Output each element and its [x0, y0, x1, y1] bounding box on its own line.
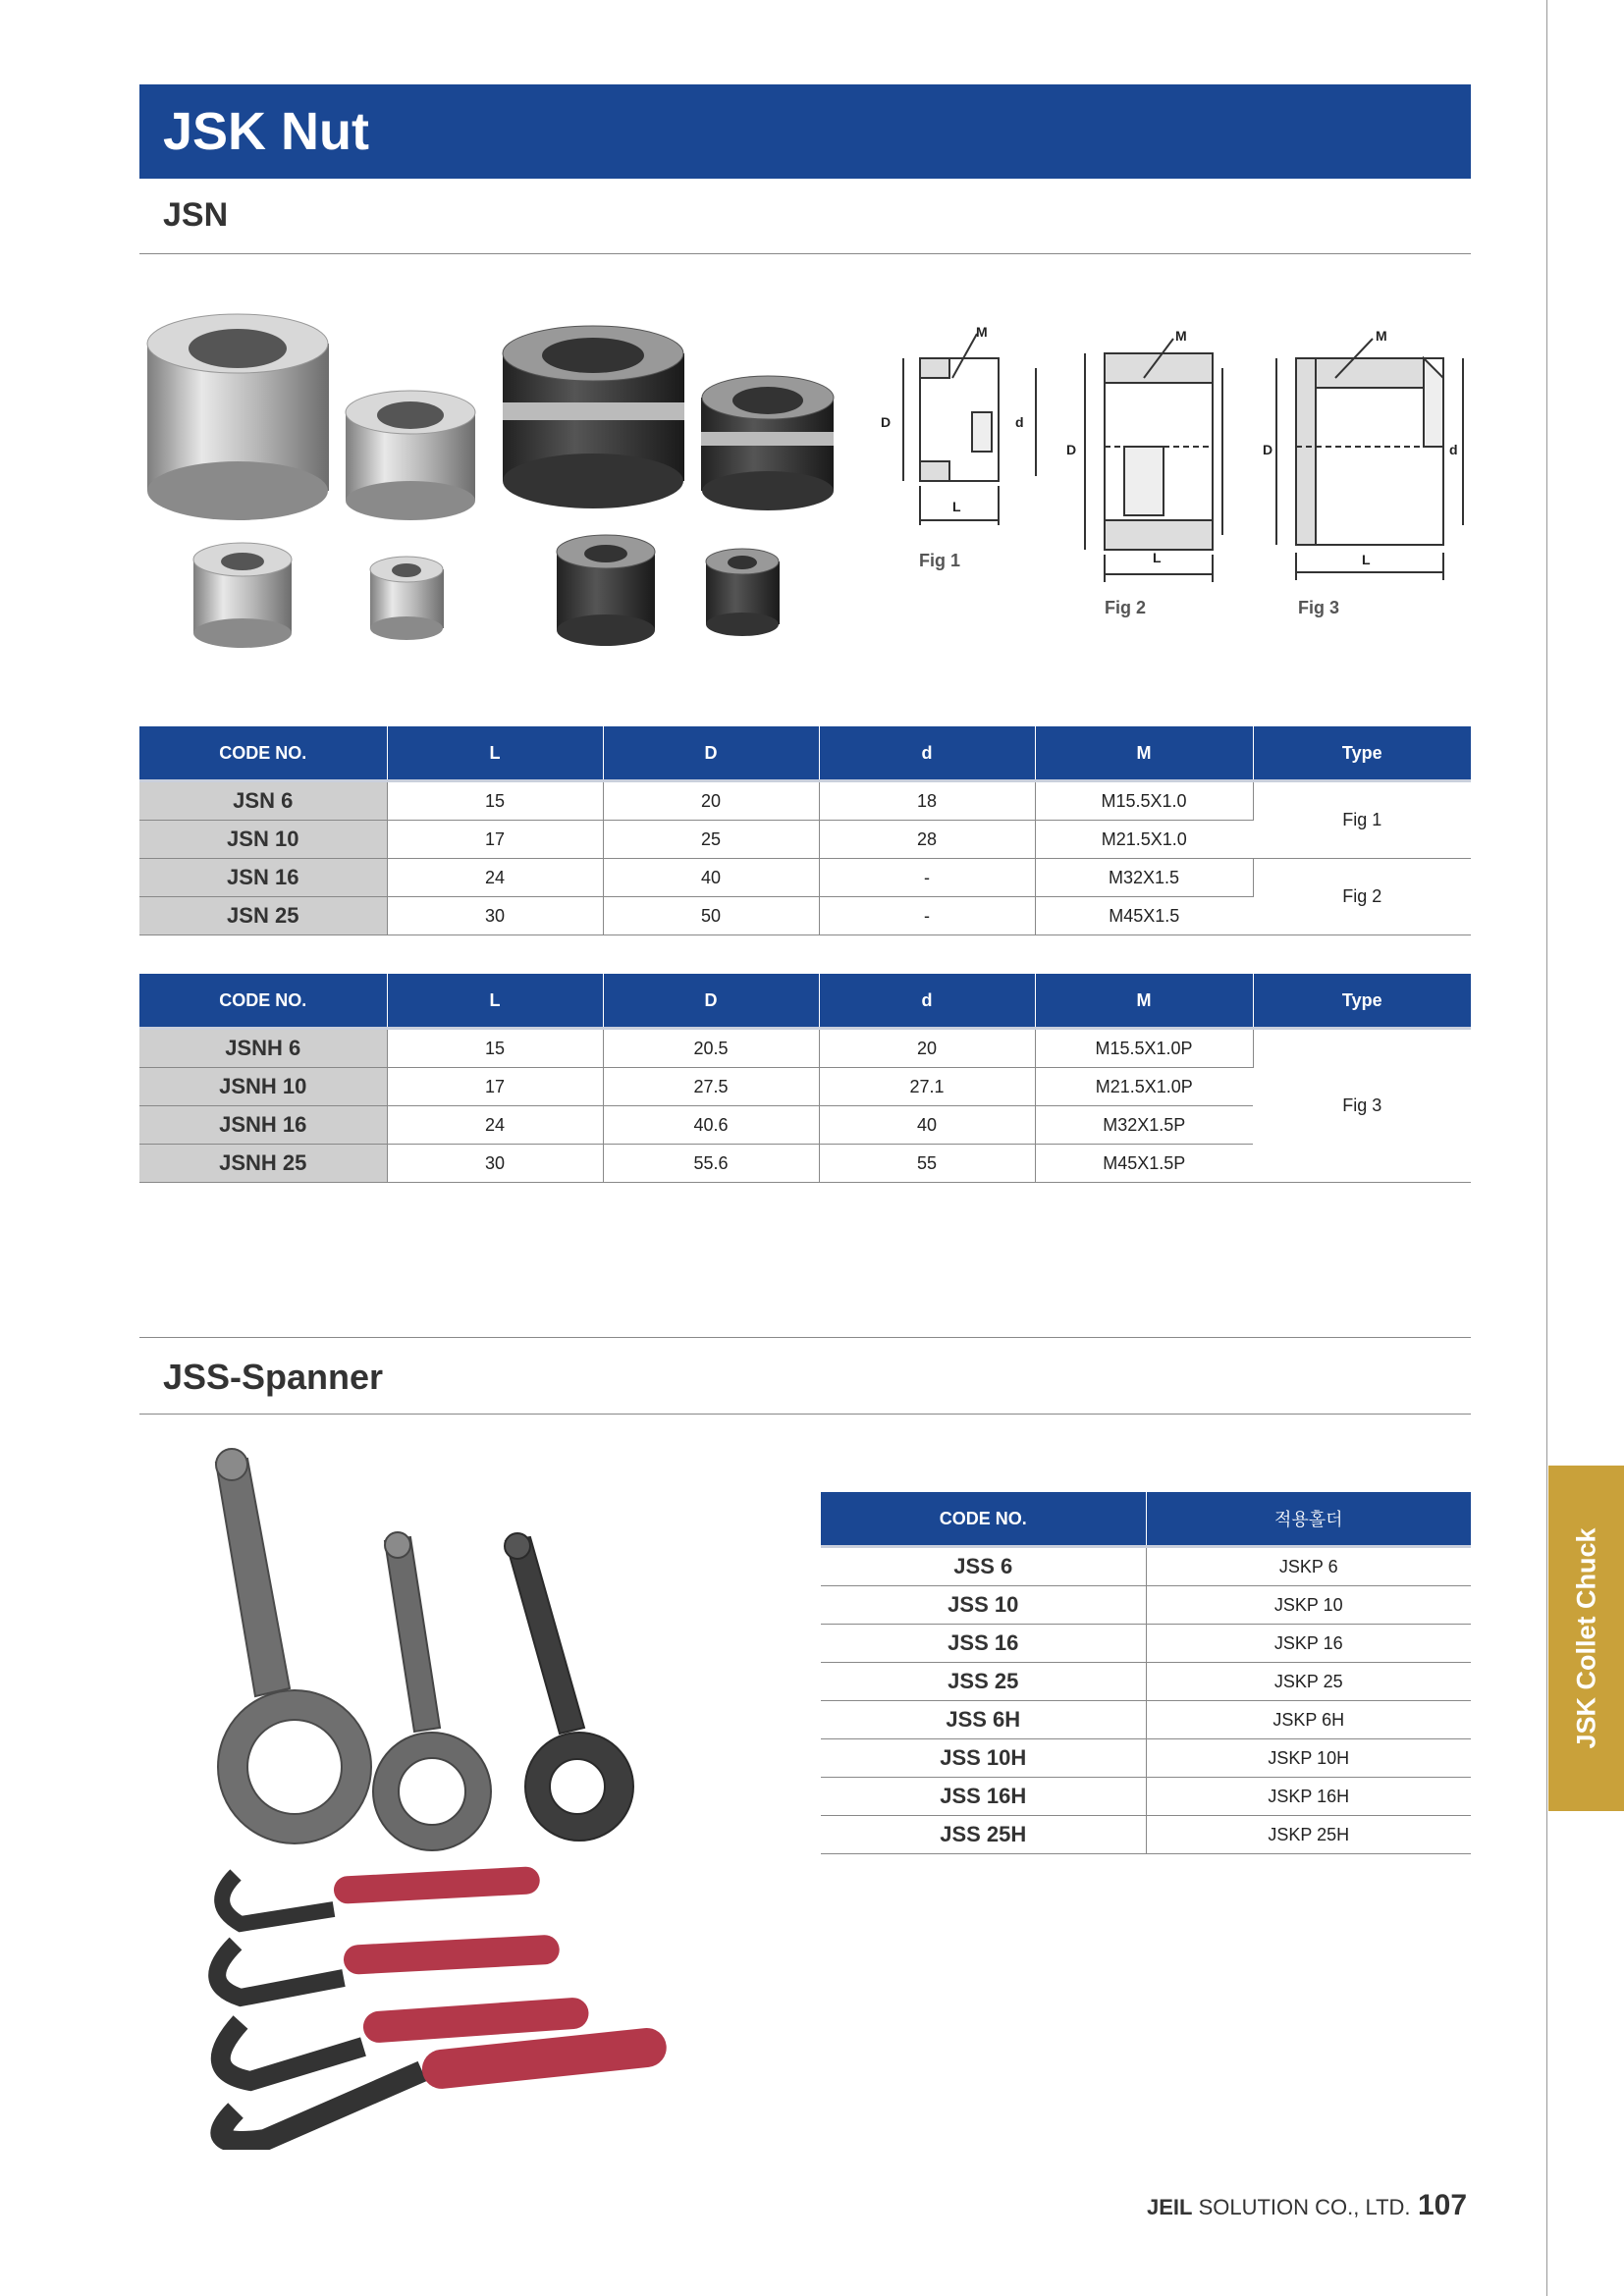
m-cell: M21.5X1.0 — [1035, 821, 1253, 859]
l-cell: 15 — [387, 1029, 603, 1068]
fig3-caption: Fig 3 — [1298, 598, 1340, 617]
holder-cell: JSKP 16 — [1146, 1625, 1471, 1663]
side-tab-label: JSK Collet Chuck — [1571, 1527, 1600, 1749]
fig2-m-label: M — [1175, 328, 1187, 344]
col-L: L — [387, 726, 603, 781]
fig1-D-label: D — [881, 414, 892, 430]
col-type: Type — [1253, 726, 1471, 781]
D-cell: 50 — [603, 897, 819, 935]
table-row — [139, 1029, 1471, 1068]
col-holder: 적용홀더 — [1146, 1492, 1471, 1547]
col-d: d — [819, 974, 1035, 1029]
col-M: M — [1035, 974, 1253, 1029]
table-row — [821, 1625, 1471, 1663]
fig3-d-label: d — [1449, 442, 1458, 457]
D-cell: 55.6 — [603, 1145, 819, 1183]
spanner-top-divider — [139, 1337, 1471, 1338]
fig3-D-label: D — [1263, 442, 1273, 457]
d-cell: 28 — [819, 821, 1035, 859]
l-cell: 24 — [387, 859, 603, 897]
D-cell: 27.5 — [603, 1068, 819, 1106]
table-row — [821, 1663, 1471, 1701]
jsn-divider — [139, 253, 1471, 254]
type-cell: Fig 1 — [1253, 781, 1471, 859]
fig2-drawing — [1065, 329, 1242, 584]
l-cell: 15 — [387, 781, 603, 821]
col-type: Type — [1253, 974, 1471, 1029]
fig1-L-label: L — [952, 499, 961, 514]
col-D: D — [603, 974, 819, 1029]
holder-cell: JSKP 25H — [1146, 1816, 1471, 1854]
holder-cell: JSKP 6 — [1146, 1547, 1471, 1586]
d-cell: 27.1 — [819, 1068, 1035, 1106]
col-L: L — [387, 974, 603, 1029]
page-title: JSK Nut — [139, 84, 1471, 179]
D-cell: 40 — [603, 859, 819, 897]
d-cell: 18 — [819, 781, 1035, 821]
m-cell: M15.5X1.0P — [1035, 1029, 1253, 1068]
jsn-section-title: JSN — [163, 196, 229, 234]
l-cell: 30 — [387, 897, 603, 935]
holder-cell: JSKP 25 — [1146, 1663, 1471, 1701]
d-cell: - — [819, 897, 1035, 935]
table-row — [821, 1701, 1471, 1739]
col-M: M — [1035, 726, 1253, 781]
fig3-L-label: L — [1362, 552, 1371, 567]
footer-company-rest: SOLUTION CO., LTD. — [1192, 2195, 1411, 2219]
D-cell: 20 — [603, 781, 819, 821]
code-cell: JSS 25H — [821, 1816, 1146, 1854]
l-cell: 24 — [387, 1106, 603, 1145]
d-cell: 20 — [819, 1029, 1035, 1068]
table-header-row — [139, 726, 1471, 781]
fig1-m-label: M — [976, 324, 988, 340]
code-cell: JSN 10 — [139, 821, 387, 859]
jsn-spec-table — [139, 726, 1471, 935]
side-chapter-tab[interactable] — [1548, 1466, 1624, 1811]
col-d: d — [819, 726, 1035, 781]
page-edge-line — [1546, 0, 1547, 2296]
jsn-product-photo — [139, 294, 846, 658]
d-cell: 55 — [819, 1145, 1035, 1183]
table-row — [139, 781, 1471, 821]
fig2-L-label: L — [1153, 550, 1162, 565]
code-cell: JSS 16H — [821, 1778, 1146, 1816]
jsnh-spec-table — [139, 974, 1471, 1183]
m-cell: M15.5X1.0 — [1035, 781, 1253, 821]
fig2-caption: Fig 2 — [1105, 598, 1147, 617]
m-cell: M45X1.5 — [1035, 897, 1253, 935]
code-cell: JSNH 16 — [139, 1106, 387, 1145]
code-cell: JSN 6 — [139, 781, 387, 821]
type-cell: Fig 3 — [1253, 1029, 1471, 1183]
table-row — [821, 1547, 1471, 1586]
col-code: CODE NO. — [139, 974, 387, 1029]
code-cell: JSS 25 — [821, 1663, 1146, 1701]
fig1-caption: Fig 1 — [919, 551, 961, 570]
fig1-d-label: d — [1015, 414, 1024, 430]
code-cell: JSS 10 — [821, 1586, 1146, 1625]
col-code: CODE NO. — [139, 726, 387, 781]
holder-cell: JSKP 16H — [1146, 1778, 1471, 1816]
footer-company-bold: JEIL — [1147, 2195, 1193, 2219]
code-cell: JSNH 25 — [139, 1145, 387, 1183]
D-cell: 25 — [603, 821, 819, 859]
holder-cell: JSKP 10H — [1146, 1739, 1471, 1778]
table-header-row — [821, 1492, 1471, 1547]
d-cell: 40 — [819, 1106, 1035, 1145]
col-D: D — [603, 726, 819, 781]
col-code: CODE NO. — [821, 1492, 1146, 1547]
table-row — [139, 859, 1471, 897]
m-cell: M21.5X1.0P — [1035, 1068, 1253, 1106]
page-number: 107 — [1418, 2189, 1468, 2221]
table-header-row — [139, 974, 1471, 1029]
code-cell: JSNH 6 — [139, 1029, 387, 1068]
d-cell: - — [819, 859, 1035, 897]
m-cell: M32X1.5P — [1035, 1106, 1253, 1145]
spanner-section-title: JSS-Spanner — [163, 1357, 384, 1397]
table-row — [821, 1586, 1471, 1625]
spanner-divider — [139, 1414, 1471, 1415]
table-row — [821, 1739, 1471, 1778]
spanner-table — [821, 1492, 1471, 1854]
code-cell: JSS 6 — [821, 1547, 1146, 1586]
code-cell: JSS 6H — [821, 1701, 1146, 1739]
type-cell: Fig 2 — [1253, 859, 1471, 935]
fig1-drawing — [879, 319, 1056, 535]
code-cell: JSN 16 — [139, 859, 387, 897]
code-cell: JSN 25 — [139, 897, 387, 935]
spanner-product-photo — [196, 1443, 707, 2150]
D-cell: 40.6 — [603, 1106, 819, 1145]
m-cell: M45X1.5P — [1035, 1145, 1253, 1183]
l-cell: 17 — [387, 821, 603, 859]
code-cell: JSS 10H — [821, 1739, 1146, 1778]
table-row — [821, 1816, 1471, 1854]
fig2-D-label: D — [1066, 442, 1077, 457]
code-cell: JSNH 10 — [139, 1068, 387, 1106]
code-cell: JSS 16 — [821, 1625, 1146, 1663]
table-row — [821, 1778, 1471, 1816]
holder-cell: JSKP 6H — [1146, 1701, 1471, 1739]
fig3-m-label: M — [1376, 328, 1387, 344]
footer-company — [1147, 2195, 1411, 2220]
holder-cell: JSKP 10 — [1146, 1586, 1471, 1625]
l-cell: 17 — [387, 1068, 603, 1106]
D-cell: 20.5 — [603, 1029, 819, 1068]
m-cell: M32X1.5 — [1035, 859, 1253, 897]
l-cell: 30 — [387, 1145, 603, 1183]
